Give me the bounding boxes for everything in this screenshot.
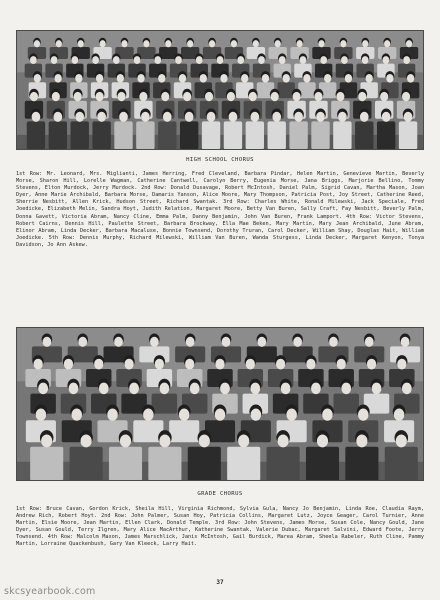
grade-chorus-photo (16, 327, 424, 481)
high-school-chorus-photo (16, 30, 424, 150)
grade-chorus-names: 1st Row: Bruce Cavan, Gordon Krick, Sheila Hill, Virginia Richmond, Sylvia Gula, Nancy Jo Benjamin, Linda Roe, Claudia Raym, Andrew Rich, Robert Hoyt. 2nd Row: John Palmer, Susan Hoy, Patricia Collins, Margaret Lutz, Joyce Geager, Carol Turnier, Anne Martin, Elsie Moore, Jean Martin, Ellen Clark, Donald Temple. 3rd Row: John Stevens, James Morse, Susan Cole, Nancy Gould, Jane Dyer, Susan Gould, Terry Ilgren, Mary Alice MacArthur, Katherine Swantak, Valerie Dubac, Margaret Salvini, Edward Foote, Jerry Townsend. 4th Row: Malcolm Maxon, James Marschlick, Janis McIntosh, Gail Burdick, Marea Abram, Sheela Rabeler, Ruth Cline, Pammy Martin, Lorraine Quackenbush, Gary Van Kleeck, Larry Hait. (16, 506, 424, 548)
page-number: 37 (216, 579, 224, 586)
high-school-chorus-photo-image (17, 31, 423, 149)
grade-chorus-caption: GRADE CHORUS (197, 491, 243, 497)
site-watermark: skcsyearbook.com (4, 586, 96, 597)
grade-chorus-photo-image (17, 328, 423, 480)
high-school-chorus-caption: HIGH SCHOOL CHORUS (186, 157, 254, 163)
high-school-chorus-names: 1st Row: Mr. Leonard, Mrs. Miglianti, James Herring, Fred Cleveland, Barbara Pindar, Helen Martin, Genevieve Martin, Beverly Morse, Sharon Hill, Lorelle Wagman, Catherine Cantwell, Carolyn Berry, Eugenia Morse, Jana Briggs, Marjorie Bellino, Tommy Stevens, Elton Murdock, Jerry Murdock. 2nd Row: Donald Dusavage, Robert McIntosh, Daniel Palm, Sigrid Cavan, Martha Mason, Joan Dyer, Anne Marie Archibald, Barbara Morse, Damaris Yanson, Alice Moore, Mary Thompson, Patricia Post, Joy Street, Catherine Reed, Sherrie Nesbitt, Allen Krick, Hudson Street, Richard Swantak. 3rd Row: Charles White, Ronald Milewski, Jack Speciale, Fred Joedicke, Elizabeth Melin, Sandra Hoyt, Judith Relation, Margaret Moore, Betty Van Buren, Sally Craft, Fay Nesbitt, Beverly Palm, Donna Gavett, Victoria Abram, Nancy Cline, Emma Palm, Danny Benjamin, John Van Buren, Frank Lamport. 4th Row: Victor Stevens, Robert Cairns, Dennis Hill, Paulette Street, Barbara Brockway, Ella Mae Beken, Mary Martin, Mary Jean Archibald, June Abram, Elinor Abram, Linda Decker, Barbara Macaluse, Bonnie Townsend, Dorothy Truran, Carol Decker, William Shay, Douglas Hait, William Joedicke. 5th Row: Dennis Murphy, Richard Milewski, William Van Buren, Wanda Sturgess, Linda Decker, Margaret Kenyon, Tonya Davidson, Jo Ann Askew. (16, 171, 424, 248)
